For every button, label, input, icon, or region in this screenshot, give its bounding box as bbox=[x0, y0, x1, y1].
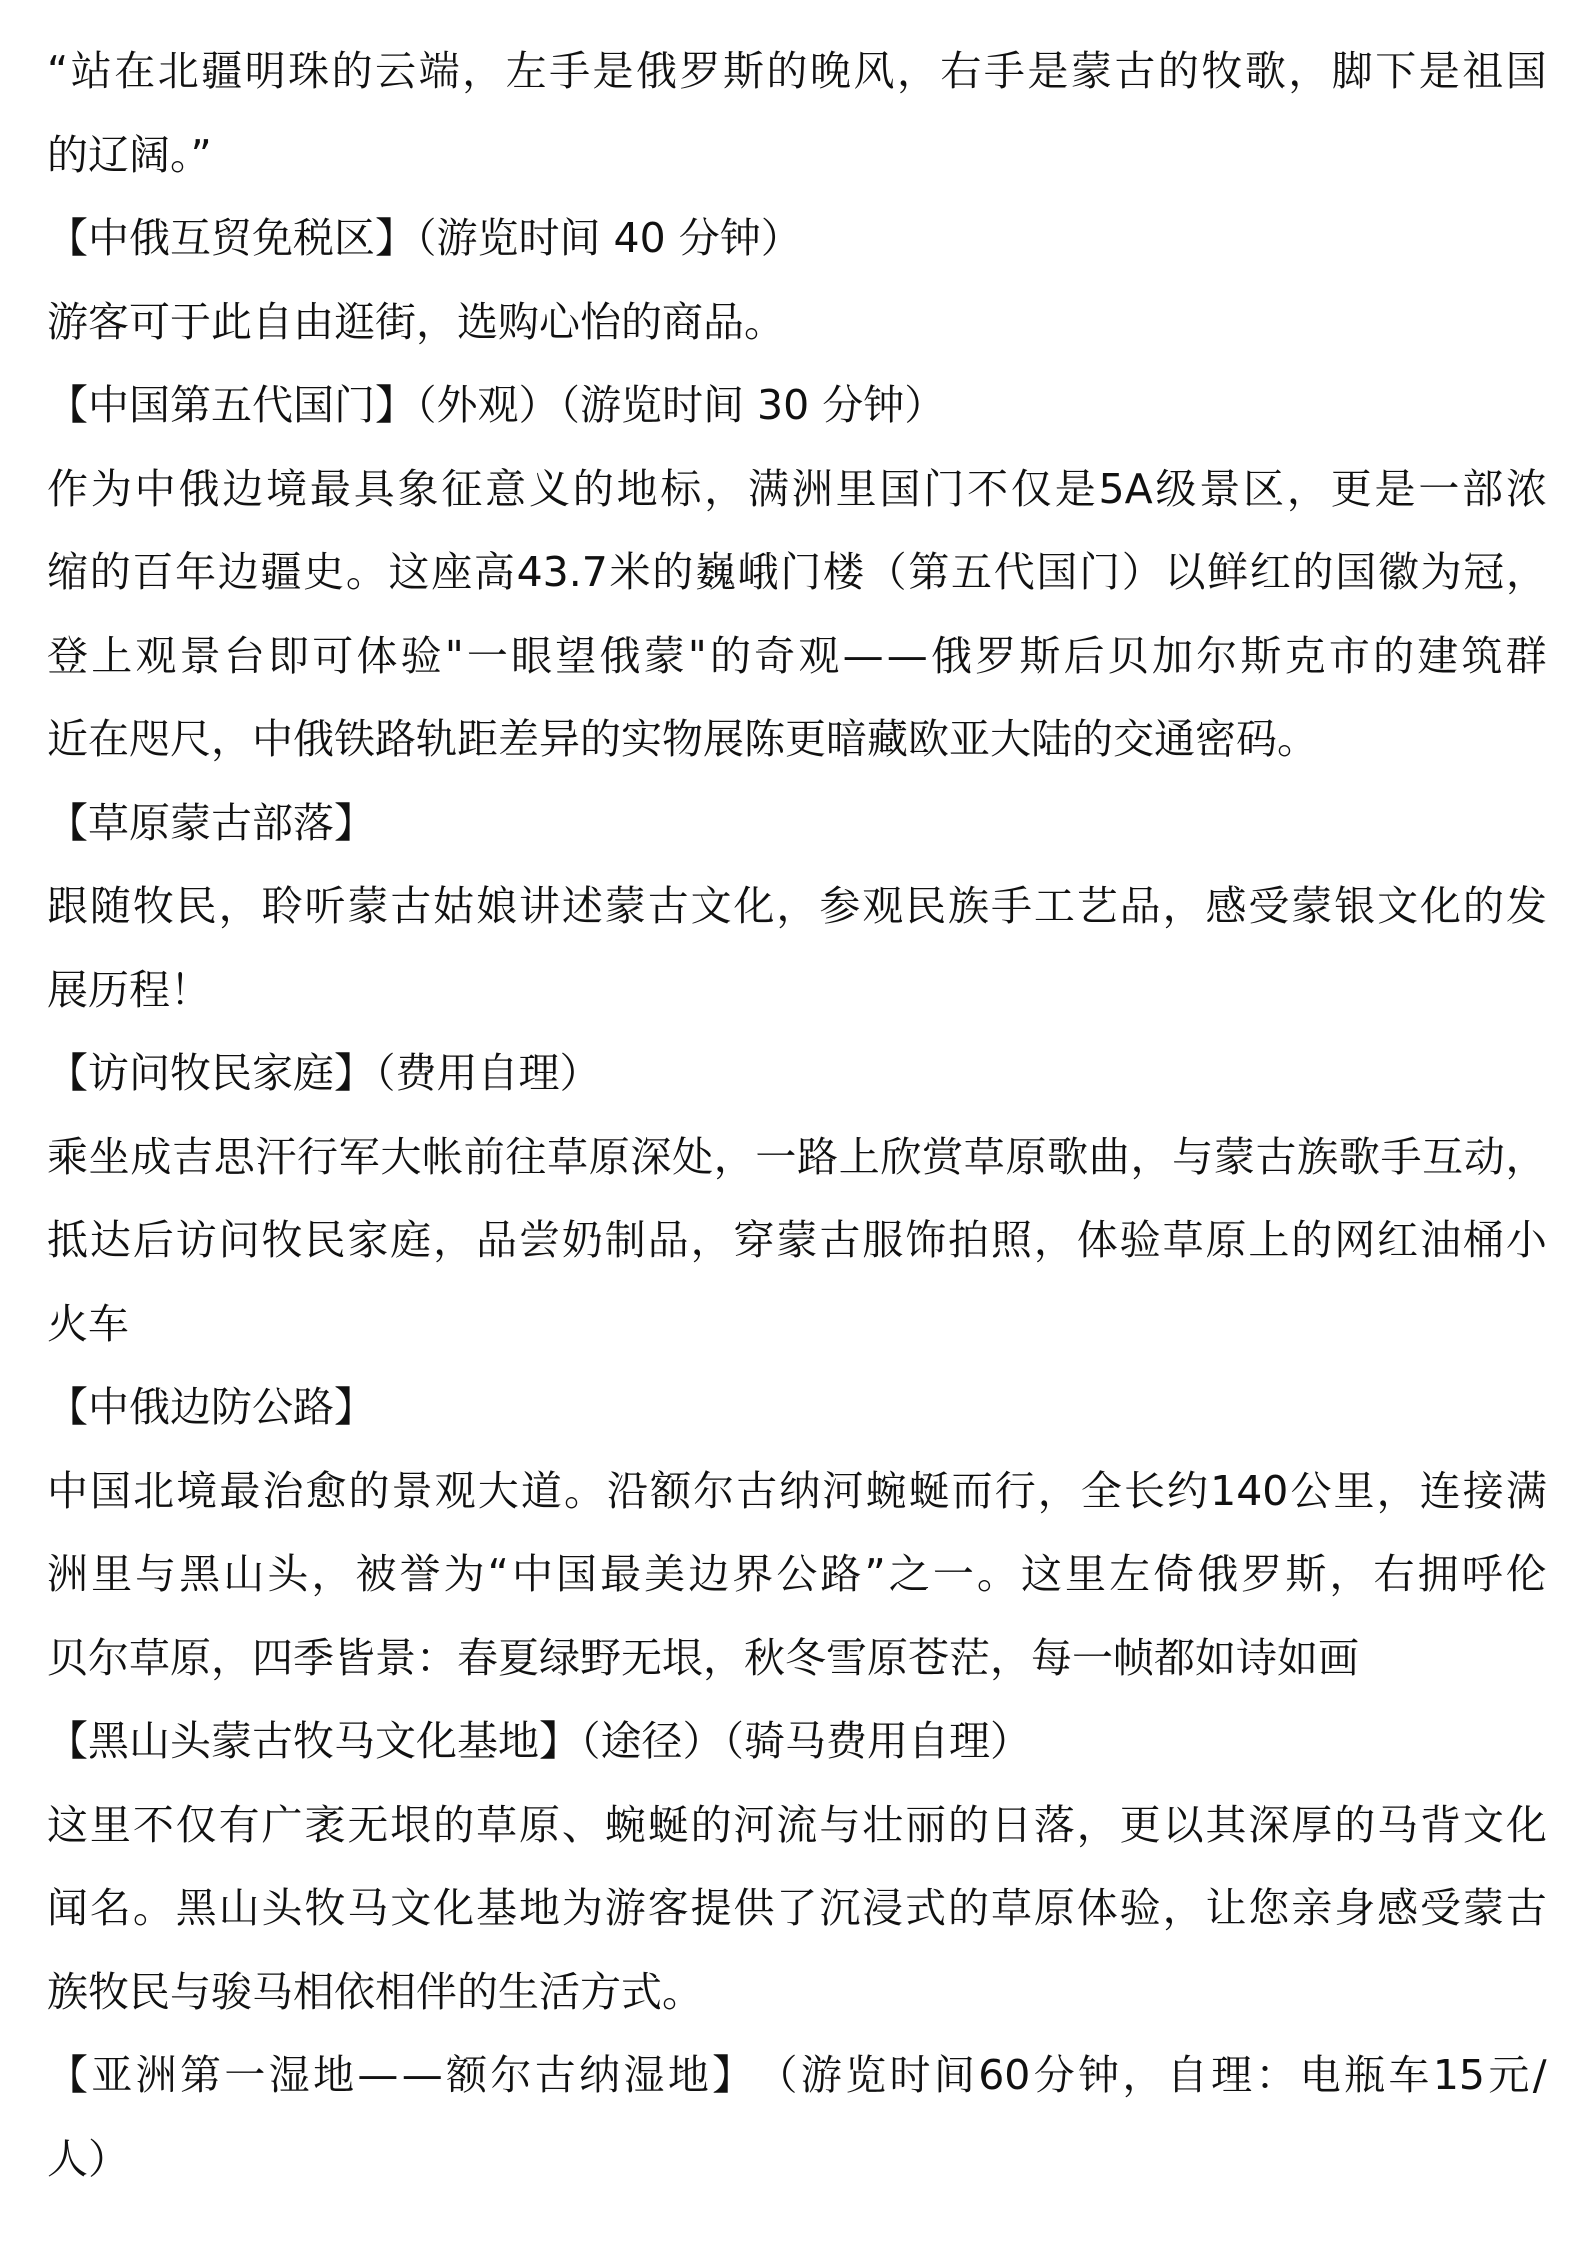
section-heading-line: 【中国第五代国门】（外观）（游览时间 30 分钟） bbox=[47, 381, 946, 429]
paragraph-line: 登 上 观 景 台 即 可 体 验 " 一 眼 望 俄 蒙 " 的 奇 观 — — 俄 罗 斯 后 贝 加 尔 斯 克 市 的 建 筑 群 bbox=[47, 631, 1547, 680]
paragraph-line: 洲 里 与 黑 山 头 ， 被 誉 为 “ 中 国 最 美 边 界 公 路 ” 之 一 。 这 里 左 倚 俄 罗 斯 ， 右 拥 呼 伦 bbox=[47, 1550, 1547, 1598]
section-heading-line: 【中俄边防公路】 bbox=[47, 1383, 375, 1431]
paragraph-line: 中 国 北 境 最 治 愈 的 景 观 大 道 。 沿 额 尔 古 纳 河 蜿 蜒 而 行 ， 全 长 约 140 公 里 ， 连 接 满 bbox=[47, 1466, 1547, 1515]
paragraph-line: 这 里 不 仅 有 广 袤 无 垠 的 草 原 、 蜿 蜒 的 河 流 与 壮 丽 的 日 落 ， 更 以 其 深 厚 的 马 背 文 化 bbox=[47, 1800, 1547, 1849]
paragraph-line: 人） bbox=[47, 2134, 129, 2183]
paragraph-line: 缩 的 百 年 边 疆 史 。 这 座 高 43.7 米 的 巍 峨 门 楼 （ 第 五 代 国 门 ） 以 鲜 红 的 国 徽 为 冠 ， bbox=[47, 548, 1547, 596]
section-heading-line: 【草原蒙古部落】 bbox=[47, 798, 375, 847]
paragraph-line: 闻 名 。 黑 山 头 牧 马 文 化 基 地 为 游 客 提 供 了 沉 浸 式 的 草 原 体 验 ， 让 您 亲 身 感 受 蒙 古 bbox=[47, 1884, 1547, 1932]
paragraph-line: 贝尔草原，四季皆景：春夏绿野无垠，秋冬雪原苍茫，每一帧都如诗如画 bbox=[47, 1633, 1359, 1682]
quote-line: “ 站 在 北 疆 明 珠 的 云 端 ， 左 手 是 俄 罗 斯 的 晚 风 ， 右 手 是 蒙 古 的 牧 歌 ， 脚 下 是 祖 国 bbox=[47, 47, 1547, 95]
paragraph-line: 火车 bbox=[47, 1299, 129, 1348]
paragraph-line: 展历程！ bbox=[47, 965, 211, 1014]
paragraph-line: 游客可于此自由逛街，选购心怡的商品。 bbox=[47, 297, 785, 346]
section-heading-line: 【访问牧民家庭】（费用自理） bbox=[47, 1049, 601, 1097]
paragraph-line: 作 为 中 俄 边 境 最 具 象 征 意 义 的 地 标 ， 满 洲 里 国 门 不 仅 是 5A 级 景 区 ， 更 是 一 部 浓 bbox=[47, 464, 1547, 513]
paragraph-line: 族牧民与骏马相依相伴的生活方式。 bbox=[47, 1967, 703, 2016]
quote-line: 的辽阔。” bbox=[47, 130, 212, 179]
paragraph-line: 抵 达 后 访 问 牧 民 家 庭 ， 品 尝 奶 制 品 ， 穿 蒙 古 服 饰 拍 照 ， 体 验 草 原 上 的 网 红 油 桶 小 bbox=[47, 1216, 1547, 1264]
section-heading-line: 【黑山头蒙古牧马文化基地】（途径）（骑马费用自理） bbox=[47, 1717, 1031, 1765]
paragraph-line: 近在咫尺，中俄铁路轨距差异的实物展陈更暗藏欧亚大陆的交通密码。 bbox=[47, 715, 1318, 763]
section-heading-line: 【中俄互贸免税区】（游览时间 40 分钟） bbox=[47, 214, 802, 262]
section-heading-line: 【 亚 洲 第 一 湿 地 — — 额 尔 古 纳 湿 地 】 （ 游 览 时 间 60 分 钟 ， 自 理 ： 电 瓶 车 15 元 / bbox=[47, 2051, 1547, 2099]
paragraph-line: 跟 随 牧 民 ， 聆 听 蒙 古 姑 娘 讲 述 蒙 古 文 化 ， 参 观 民 族 手 工 艺 品 ， 感 受 蒙 银 文 化 的 发 bbox=[47, 882, 1547, 930]
paragraph-line: 乘 坐 成 吉 思 汗 行 军 大 帐 前 往 草 原 深 处 ， 一 路 上 欣 赏 草 原 歌 曲 ， 与 蒙 古 族 歌 手 互 动 ， bbox=[47, 1132, 1547, 1181]
document-page bbox=[47, 30, 1547, 2201]
